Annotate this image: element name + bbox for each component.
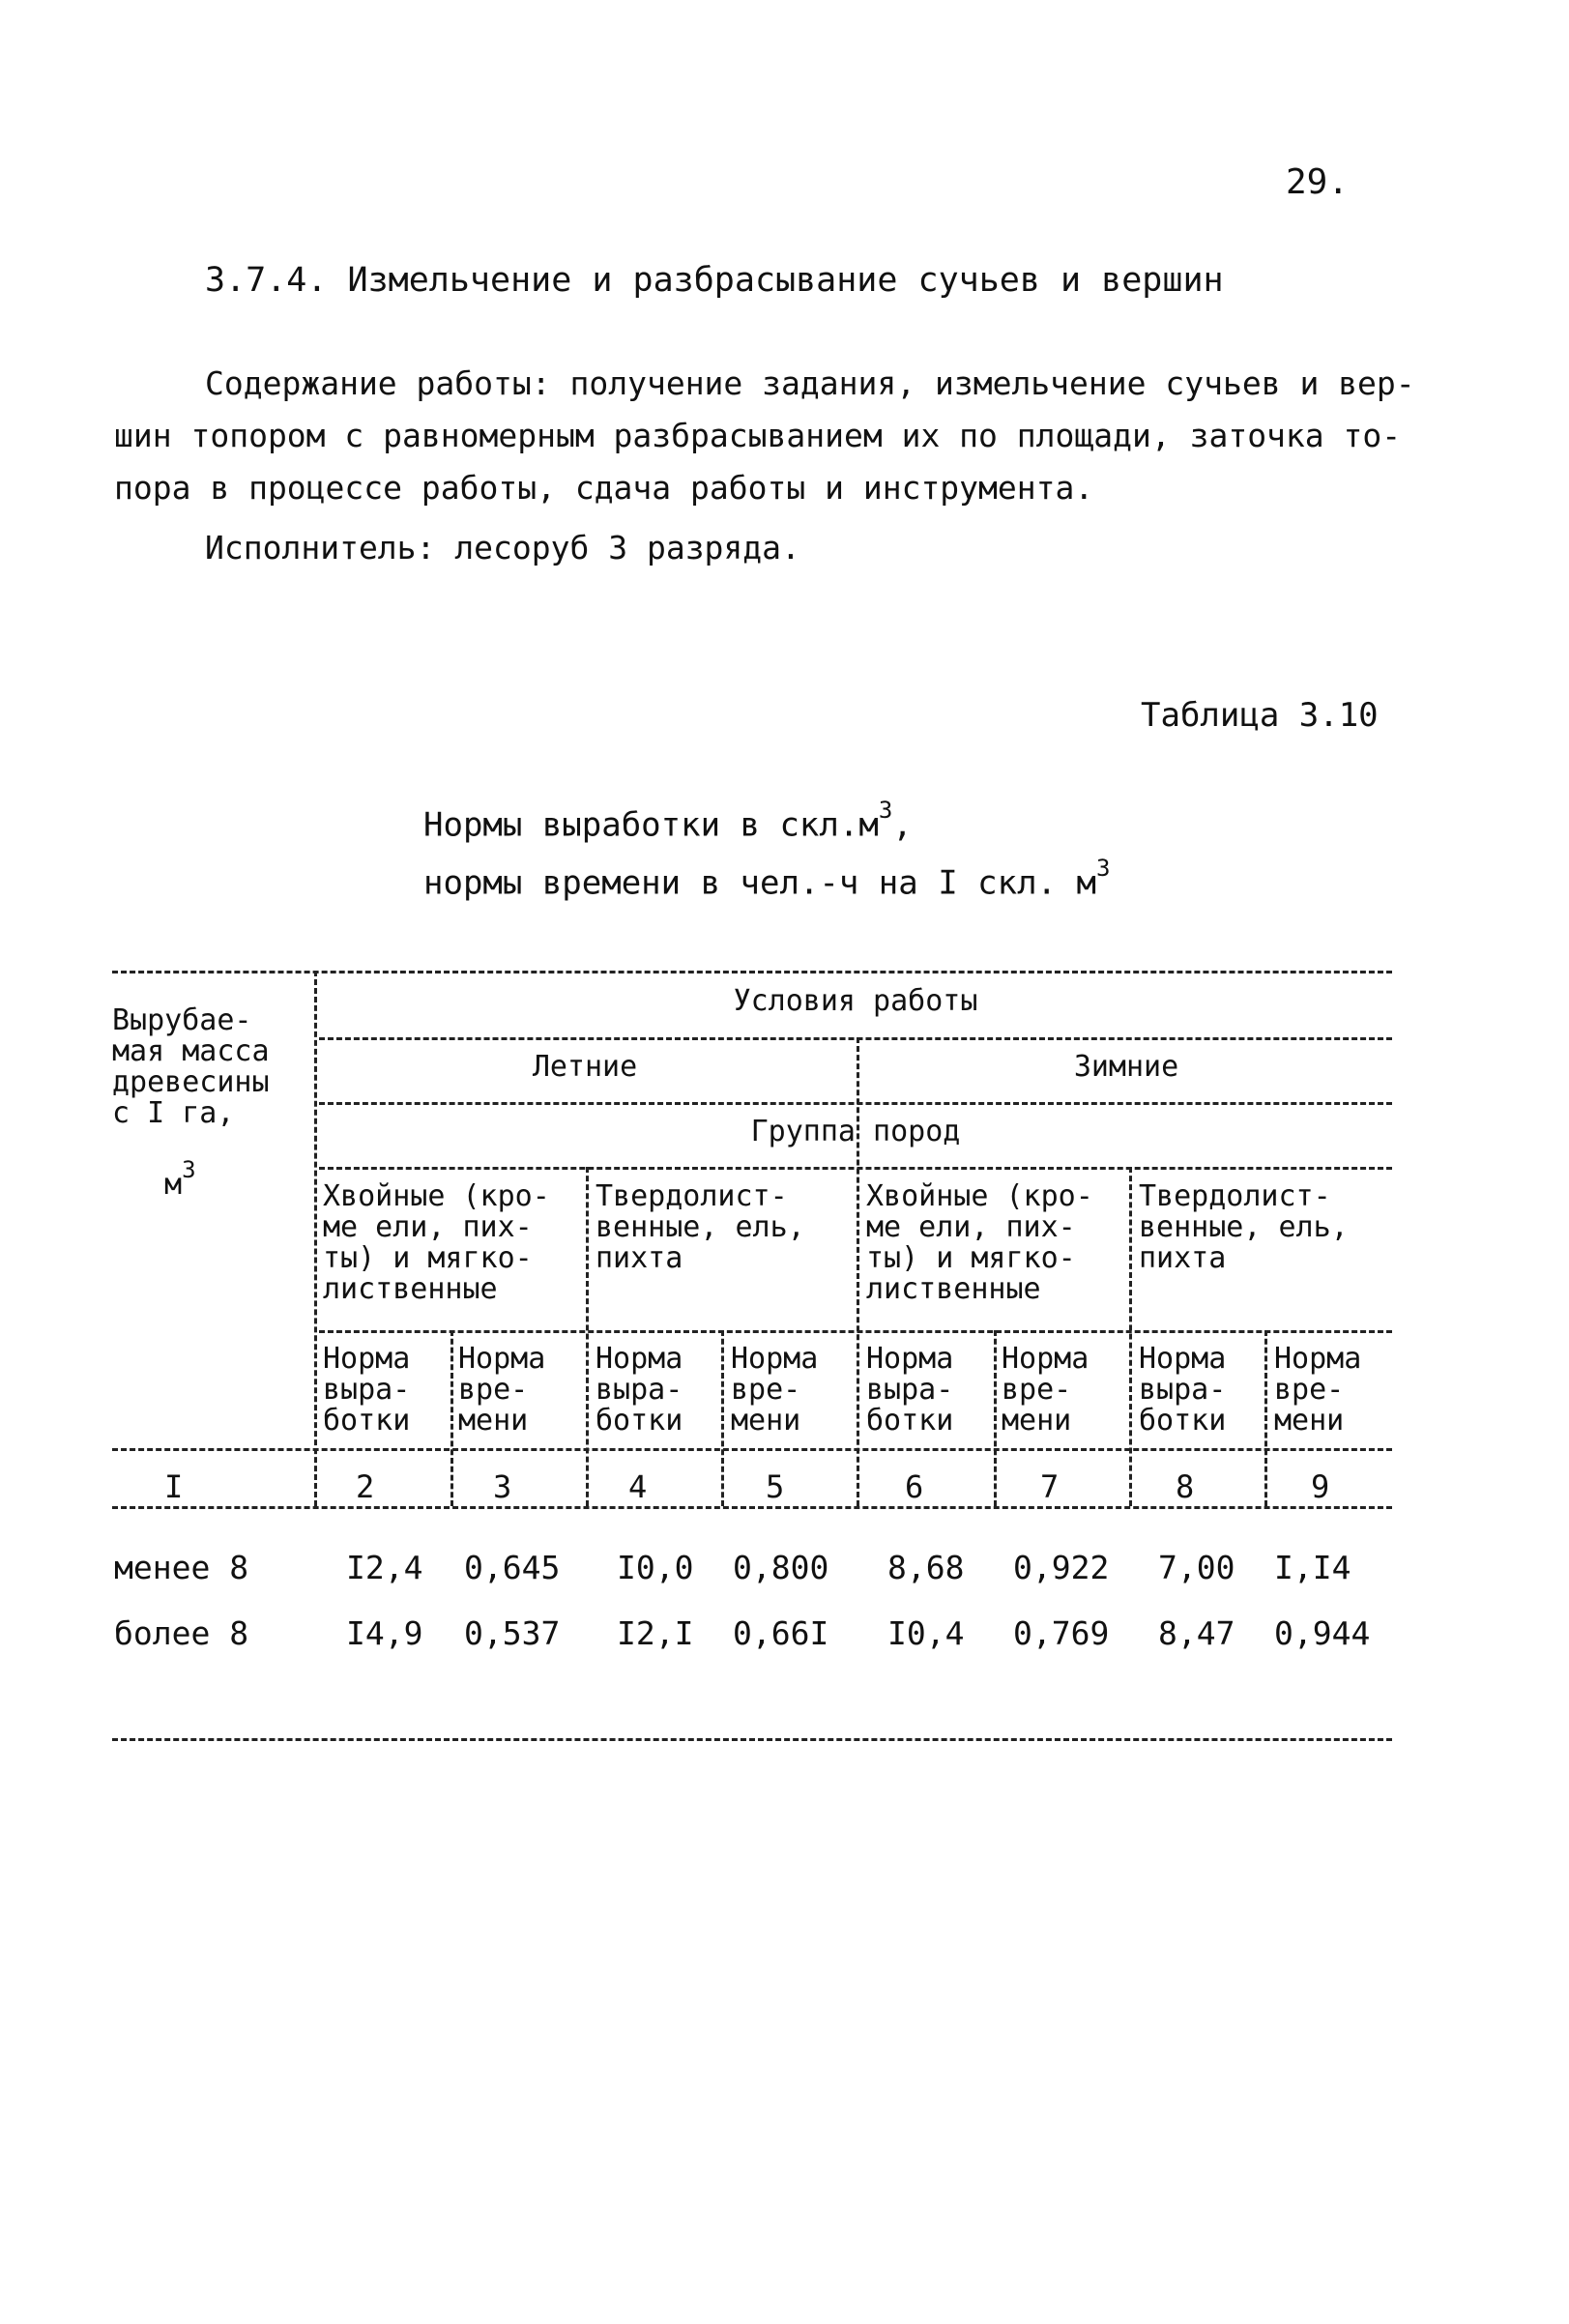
row-label: более 8 bbox=[114, 1614, 249, 1652]
table-rule-top bbox=[112, 971, 1392, 973]
table-divider-sub-1 bbox=[450, 1330, 453, 1506]
table-divider-sub-3 bbox=[721, 1330, 724, 1506]
table-cell: 0,645 bbox=[464, 1549, 561, 1586]
page-number: 29. bbox=[1286, 162, 1350, 202]
units-superscript-2: 3 bbox=[1095, 855, 1111, 882]
column-number: 4 bbox=[628, 1468, 648, 1505]
table-cell: 0,66I bbox=[733, 1614, 829, 1652]
table-rule-group bbox=[319, 1102, 1392, 1105]
table-rule-bottom bbox=[112, 1738, 1392, 1741]
group-header-winter-hardwood: Твердолист- венные, ель, пихта bbox=[1139, 1179, 1349, 1275]
table-divider-season bbox=[857, 1037, 859, 1506]
subcol-time-norm: Норма вре- мени bbox=[1002, 1342, 1090, 1438]
table-divider-sub-7 bbox=[1264, 1330, 1267, 1506]
subcol-time-norm: Норма вре- мени bbox=[731, 1342, 819, 1438]
table-cell: I,I4 bbox=[1274, 1549, 1351, 1586]
table-rule-subcols bbox=[319, 1330, 1392, 1333]
units-caption-text-1: Нормы выработки в скл.м bbox=[423, 805, 879, 845]
table-rule-colnums-top bbox=[112, 1448, 1392, 1451]
column-number: 3 bbox=[493, 1468, 512, 1505]
header-summer: Летние bbox=[532, 1050, 638, 1084]
table-cell: I0,0 bbox=[617, 1549, 694, 1586]
table-cell: 0,769 bbox=[1013, 1614, 1110, 1652]
table-cell: I0,4 bbox=[887, 1614, 965, 1652]
subcol-output-norm: Норма выра- ботки bbox=[323, 1342, 411, 1438]
group-header-winter-conifer: Хвойные (кро- ме ели, пих- ты) и мягко- лиственные bbox=[866, 1179, 1093, 1306]
work-content-line-2: шин топором с равномерным разбрасыванием их по площади, заточка то- bbox=[114, 417, 1402, 454]
table-row bbox=[114, 1614, 1390, 1663]
section-title: 3.7.4. Измельчение и разбрасывание сучьев и вершин bbox=[205, 261, 1224, 300]
units-caption-tail: , bbox=[892, 805, 913, 845]
table-label: Таблица 3.10 bbox=[1141, 696, 1379, 735]
table-divider-group-3 bbox=[1129, 1167, 1132, 1506]
subcol-time-norm: Норма вре- мени bbox=[1274, 1342, 1362, 1438]
table-cell: 0,944 bbox=[1274, 1614, 1371, 1652]
header-winter: Зимние bbox=[1073, 1050, 1179, 1084]
row-label: менее 8 bbox=[114, 1549, 249, 1586]
table-cell: 0,800 bbox=[733, 1549, 829, 1586]
subcol-output-norm: Норма выра- ботки bbox=[866, 1342, 954, 1438]
group-header-summer-hardwood: Твердолист- венные, ель, пихта bbox=[596, 1179, 805, 1275]
column-number: I bbox=[164, 1468, 184, 1505]
units-superscript-1: 3 bbox=[878, 797, 893, 824]
units-caption-line-1 bbox=[423, 797, 913, 845]
column-number: 9 bbox=[1311, 1468, 1330, 1505]
column-number: 7 bbox=[1040, 1468, 1060, 1505]
table-rule-colnums-bottom bbox=[112, 1506, 1392, 1509]
subcol-output-norm: Норма выра- ботки bbox=[1139, 1342, 1227, 1438]
table-cell: 7,00 bbox=[1158, 1549, 1235, 1586]
table-row bbox=[114, 1549, 1390, 1597]
subcol-time-norm: Норма вре- мени bbox=[458, 1342, 546, 1438]
column-number: 5 bbox=[766, 1468, 785, 1505]
stub-unit-text: м bbox=[164, 1168, 183, 1202]
table-cell: 0,922 bbox=[1013, 1549, 1110, 1586]
header-work-conditions: Условия работы bbox=[733, 984, 978, 1018]
table-divider-stub bbox=[314, 971, 317, 1506]
table-rule-species bbox=[319, 1167, 1392, 1170]
work-content-line-1: Содержание работы: получение задания, измельчение сучьев и вер- bbox=[205, 364, 1415, 402]
column-number: 8 bbox=[1176, 1468, 1195, 1505]
work-content-line-3: пора в процессе работы, сдача работы и инструмента. bbox=[114, 469, 1094, 507]
table-cell: 8,68 bbox=[887, 1549, 965, 1586]
performer-line: Исполнитель: лесоруб 3 разряда. bbox=[205, 529, 800, 566]
units-caption-text-2: нормы времени в чел.-ч на I скл. м bbox=[423, 863, 1096, 903]
units-caption-line-2 bbox=[423, 855, 1111, 903]
table-cell: I2,I bbox=[617, 1614, 694, 1652]
column-number: 2 bbox=[356, 1468, 375, 1505]
stub-header: Вырубае- мая масса древесины с I га, bbox=[112, 1003, 270, 1130]
table-divider-sub-5 bbox=[994, 1330, 997, 1506]
header-species-group: Группа пород bbox=[750, 1115, 961, 1148]
table-divider-group-1 bbox=[586, 1167, 589, 1506]
table-cell: 0,537 bbox=[464, 1614, 561, 1652]
table-cell: I2,4 bbox=[346, 1549, 423, 1586]
group-header-summer-conifer: Хвойные (кро- ме ели, пих- ты) и мягко- лиственные bbox=[323, 1179, 550, 1306]
stub-unit bbox=[164, 1156, 261, 1202]
stub-unit-superscript: 3 bbox=[182, 1156, 196, 1183]
table-cell: I4,9 bbox=[346, 1614, 423, 1652]
subcol-output-norm: Норма выра- ботки bbox=[596, 1342, 683, 1438]
column-number: 6 bbox=[905, 1468, 924, 1505]
table-cell: 8,47 bbox=[1158, 1614, 1235, 1652]
table-rule-summer-winter bbox=[319, 1037, 1392, 1040]
